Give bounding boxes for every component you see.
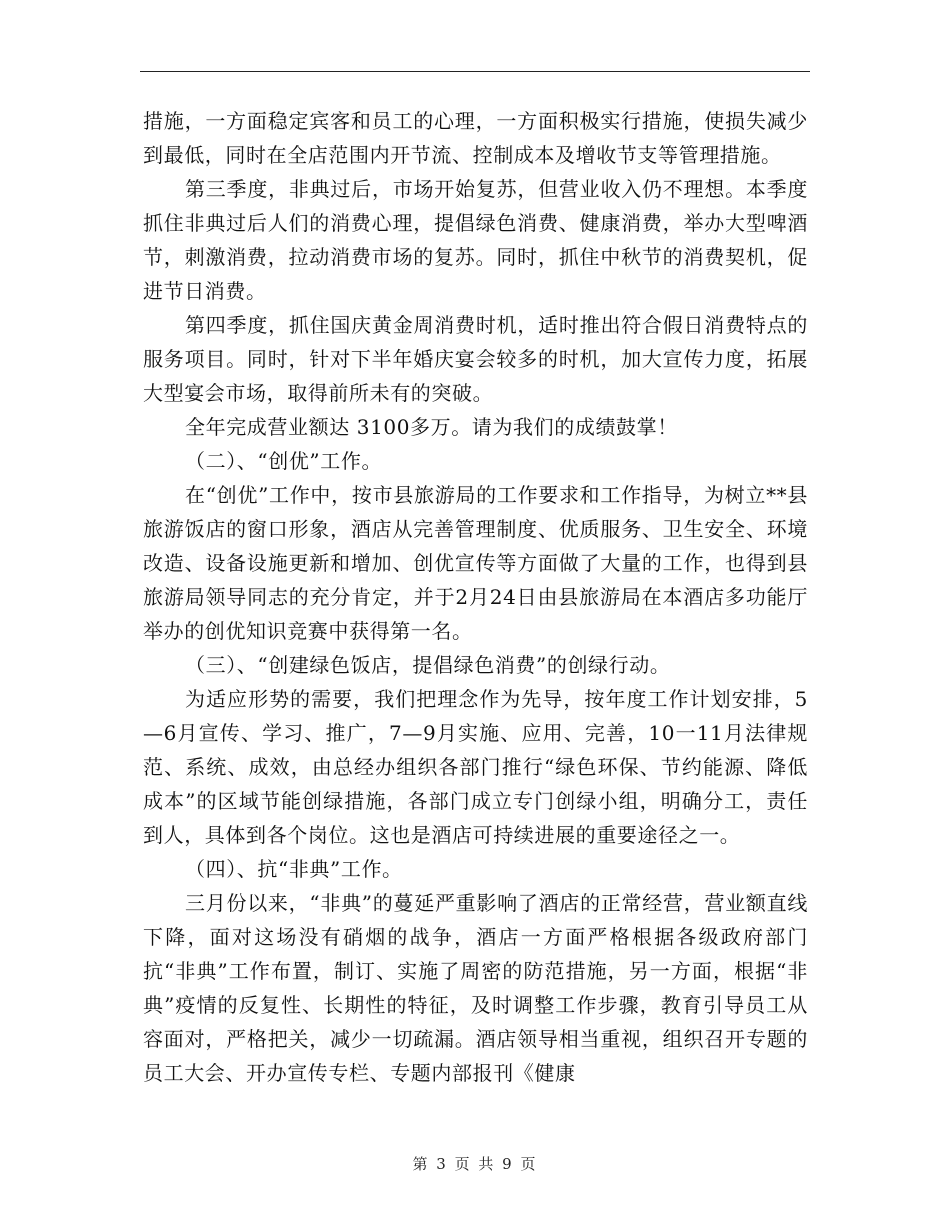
section-heading-4: （四）、抗“非典”工作。: [185, 857, 403, 881]
body-text: [143, 104, 808, 1090]
paragraph-green: 为适应形势的需要，我们把理念作为先导，按年度工作计划安排，5—6月宣传、学习、推广，7—9月实施、应用、完善，10一11月法律规范、系统、成效，由总经办组织各部门推行“绿色环保、节约能源、降低成本”的区域节能创绿措施，各部门成立专门创绿小组，明确分工，责任到人，具体到各个岗位。这也是酒店可持续进展的重要途径之一。: [143, 687, 808, 847]
section-heading-2: （二）、“创优”工作。: [185, 449, 383, 473]
paragraph-continuation: 措施，一方面稳定宾客和员工的心理，一方面积极实行措施，使损失减少到最低，同时在全店范围内开节流、控制成本及增收节支等管理措施。: [143, 109, 808, 167]
paragraph-q4: 第四季度，抓住国庆黄金周消费时机，适时推出符合假日消费特点的服务项目。同时，针对下半年婚庆宴会较多的时机，加大宣传力度，拓展大型宴会市场，取得前所未有的突破。: [143, 313, 808, 405]
paragraph-sars: 三月份以来，“非典”的蔓延严重影响了酒店的正常经营，营业额直线下降，面对这场没有硝烟的战争，酒店一方面严格根据各级政府部门抗“非典”工作布置，制订、实施了周密的防范措施，另一方面，根据“非典”疫情的反复性、长期性的特征，及时调整工作步骤，教育引导员工从容面对，严格把关，减少一切疏漏。酒店领导相当重视，组织召开专题的员工大会、开办宣传专栏、专题内部报刊《健康: [143, 891, 808, 1085]
page-footer: 第 3 页 共 9 页: [412, 1155, 538, 1173]
header-rule: [140, 71, 810, 72]
paragraph-q3: 第三季度，非典过后，市场开始复苏，但营业收入仍不理想。本季度抓住非典过后人们的消费心理，提倡绿色消费、健康消费，举办大型啤酒节，刺激消费，拉动消费市场的复苏。同时，抓住中秋节的消费契机，促进节日消费。: [143, 177, 808, 303]
paragraph-excellence: 在“创优”工作中，按市县旅游局的工作要求和工作指导，为树立**县旅游饭店的窗口形象，酒店从完善管理制度、优质服务、卫生安全、环境改造、设备设施更新和增加、创优宣传等方面做了大量的工作，也得到县旅游局领导同志的充分肯定，并于2月24日由县旅游局在本酒店多功能厅举办的创优知识竞赛中获得第一名。: [143, 483, 808, 643]
section-heading-3: （三）、“创建绿色饭店，提倡绿色消费”的创绿行动。: [185, 653, 671, 677]
paragraph-annual-total: 全年完成营业额达 3100多万。请为我们的成绩鼓掌！: [185, 415, 678, 439]
